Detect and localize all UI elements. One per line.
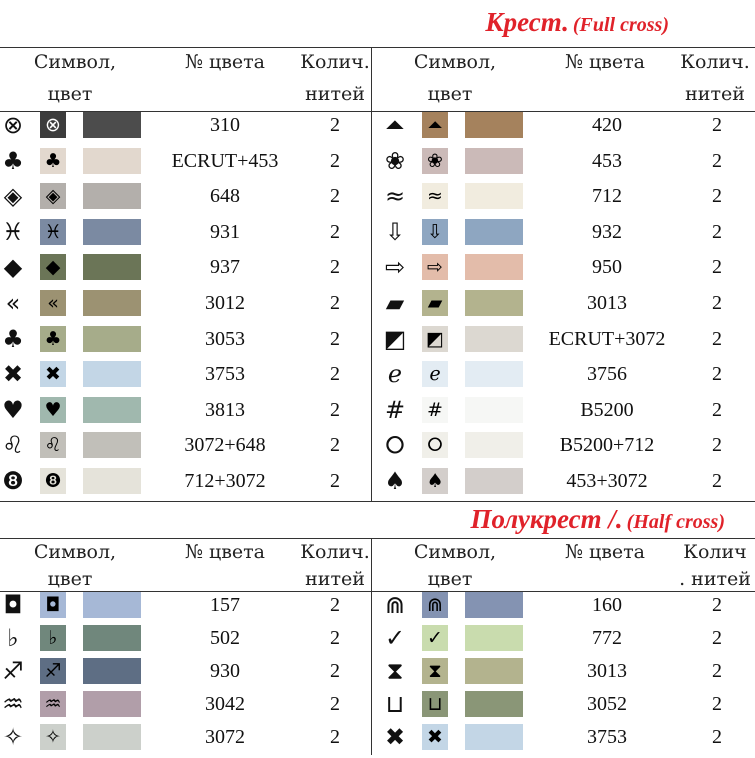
thread-count: 2 [330,693,340,715]
symbol-on-color-icon: ♌ [40,432,66,458]
half-right-header-threads: . нитей [679,568,751,590]
legend-row [382,691,752,725]
color-number: 160 [592,594,622,616]
symbol-icon: ℯ [387,360,403,389]
thread-count: 2 [712,398,722,421]
color-swatch [465,592,523,618]
symbol-icon: ◘ [3,591,23,619]
color-swatch [83,724,141,750]
legend-row [382,361,752,395]
symbol-on-color-icon: ⭘ [422,432,448,458]
legend-row [382,397,752,431]
color-number: 3042 [205,693,245,715]
full-body-divider [371,111,372,501]
symbol-icon: ⏶ [385,111,405,139]
half-cross-title-main: Полукрест /. [470,504,623,534]
color-number: 712+3072 [184,470,266,492]
full-left-header-color-label: цвет [47,83,93,105]
symbol-on-color-icon: ❀ [422,148,448,174]
symbol-icon: ✧ [2,723,24,751]
symbol-icon: ♐ [2,657,24,685]
color-swatch [83,592,141,618]
symbol-icon: ♠ [384,467,406,495]
symbol-icon: ♌ [2,431,24,460]
symbol-icon: « [5,289,21,317]
thread-count: 2 [330,149,340,172]
symbol-icon: ♓ [2,217,24,246]
color-swatch [465,254,523,280]
full-left-header-threads: нитей [305,83,365,105]
color-number: ECRUT+3072 [548,327,666,350]
color-swatch [465,691,523,717]
color-swatch [465,625,523,651]
half-right-header-symbol: Символ, [413,541,497,563]
symbol-icon: ♒ [2,690,24,718]
thread-count: 2 [330,185,340,208]
legend-row [0,183,370,217]
symbol-on-color-icon: ♣ [40,326,66,352]
color-swatch [465,397,523,423]
symbol-on-color-icon: ✖ [40,361,66,387]
symbol-on-color-icon: ◩ [422,326,448,352]
color-swatch [83,361,141,387]
color-swatch [83,625,141,651]
symbol-icon: ♣ [2,146,24,175]
symbol-on-color-icon: ⧗ [422,658,448,684]
color-swatch [83,290,141,316]
color-number: 931 [210,220,240,243]
half-left-header-color-label: цвет [47,568,93,590]
color-number: ECRUT+453 [171,149,279,172]
thread-count: 2 [712,470,722,492]
symbol-icon: ⊔ [385,690,405,718]
color-swatch [83,254,141,280]
color-number: 3756 [587,363,627,386]
color-swatch [83,432,141,458]
color-number: 3012 [205,292,245,314]
thread-count: 2 [330,363,340,386]
color-number: 3052 [587,693,627,715]
symbol-icon: ⇩ [384,217,406,246]
color-number: 3072+648 [184,434,266,457]
color-number: 3753 [205,363,245,386]
thread-count: 2 [330,114,340,136]
symbol-icon: ✖ [2,360,24,389]
half-left-header-number: № цвета [184,541,266,563]
thread-count: 2 [330,470,340,492]
color-number: 712 [592,185,622,208]
color-swatch [465,468,523,494]
color-number: 937 [210,256,240,279]
symbol-on-color-icon: ▰ [422,290,448,316]
full-right-header-number: № цвета [564,51,646,73]
symbol-icon: ♥ [2,395,24,424]
symbol-on-color-icon: ⊗ [40,112,66,138]
color-swatch [83,112,141,138]
thread-count: 2 [330,220,340,243]
full-left-header-symbol: Символ, [33,51,117,73]
symbol-on-color-icon: ♥ [40,397,66,423]
legend-row [0,112,370,146]
color-swatch [465,183,523,209]
color-swatch [83,658,141,684]
legend-row [0,724,370,758]
half-right-header-number: № цвета [564,541,646,563]
thread-count: 2 [712,114,722,136]
thread-count: 2 [330,726,340,748]
symbol-icon: ≈ [384,182,406,211]
color-swatch [465,361,523,387]
symbol-on-color-icon: « [40,290,66,316]
legend-row [382,592,752,626]
color-number: 3813 [205,398,245,421]
symbol-on-color-icon: ◆ [40,254,66,280]
legend-row [382,112,752,146]
symbol-on-color-icon: ℯ [422,361,448,387]
full-cross-title-sub: (Full cross) [572,14,669,36]
color-number: 648 [210,185,240,208]
symbol-on-color-icon: ♒ [40,691,66,717]
thread-count: 2 [712,726,722,748]
full-left-header-number: № цвета [184,51,266,73]
legend-row [0,290,370,324]
thread-count: 2 [712,693,722,715]
thread-count: 2 [330,327,340,350]
symbol-icon: ✖ [384,723,406,751]
full-right-header-threads: нитей [685,83,745,105]
full-cross-title [485,7,669,38]
legend-row [382,183,752,217]
thread-count: 2 [330,398,340,421]
thread-count: 2 [712,220,722,243]
symbol-on-color-icon: # [422,397,448,423]
color-number: 502 [210,627,240,649]
color-number: 950 [592,256,622,279]
legend-row [0,361,370,395]
color-swatch [465,658,523,684]
half-cross-title-sub: (Half cross) [626,511,725,533]
color-number: B5200 [580,398,634,421]
thread-count: 2 [712,292,722,314]
symbol-on-color-icon: ⋒ [422,592,448,618]
color-swatch [83,148,141,174]
symbol-on-color-icon: ❽ [40,468,66,494]
thread-count: 2 [712,627,722,649]
symbol-on-color-icon: ✖ [422,724,448,750]
symbol-icon: ▰ [385,289,405,317]
symbol-on-color-icon: ⏶ [422,112,448,138]
half-right-header-count: Колич [683,541,747,563]
thread-count: 2 [712,363,722,386]
symbol-icon: ◩ [383,324,407,353]
half-cross-title [471,504,725,535]
color-number: 772 [592,627,622,649]
half-left-header-threads: нитей [305,568,365,590]
legend-row [0,254,370,288]
symbol-on-color-icon: ♐ [40,658,66,684]
legend-row [0,432,370,466]
symbol-on-color-icon: ◘ [40,592,66,618]
thread-count: 2 [712,256,722,279]
symbol-icon: ◆ [3,253,23,282]
thread-count: 2 [712,185,722,208]
legend-row [0,691,370,725]
legend-row [382,326,752,360]
color-number: 3753 [587,726,627,748]
symbol-icon: ⧗ [386,657,404,685]
symbol-icon: ❀ [384,146,406,175]
thread-count: 2 [712,434,722,457]
color-number: 3013 [587,292,627,314]
thread-count: 2 [712,327,722,350]
legend-row [0,326,370,360]
color-swatch [465,112,523,138]
color-swatch [465,326,523,352]
symbol-on-color-icon: ♣ [40,148,66,174]
full-left-header-count: Колич. [300,51,370,73]
color-number: 157 [210,594,240,616]
color-swatch [465,432,523,458]
legend-row [0,468,370,502]
symbol-icon: # [384,395,406,424]
color-number: 453+3072 [566,470,648,492]
full-right-header-count: Колич. [680,51,750,73]
symbol-icon: ⭘ [385,431,405,460]
half-left-header-count: Колич. [300,541,370,563]
legend-row [0,148,370,182]
legend-row [0,658,370,692]
legend-row [382,468,752,502]
full-cross-title-main: Крест. [485,7,569,37]
thread-count: 2 [330,627,340,649]
legend-row [0,592,370,626]
color-number: 453 [592,149,622,172]
color-number: 310 [210,114,240,136]
thread-count: 2 [712,594,722,616]
thread-count: 2 [712,149,722,172]
full-right-header-symbol: Символ, [413,51,497,73]
color-number: 420 [592,114,622,136]
legend-row [0,625,370,659]
color-number: 930 [210,660,240,682]
legend-row [382,219,752,253]
thread-count: 2 [712,660,722,682]
legend-row [382,432,752,466]
thread-count: 2 [330,594,340,616]
color-swatch [83,183,141,209]
thread-count: 2 [330,660,340,682]
color-number: 3053 [205,327,245,350]
color-swatch [465,724,523,750]
legend-row [382,658,752,692]
symbol-on-color-icon: ◈ [40,183,66,209]
symbol-icon: ♣ [2,324,24,353]
color-swatch [83,468,141,494]
color-number: 932 [592,220,622,243]
symbol-on-color-icon: ≈ [422,183,448,209]
half-left-header-symbol: Символ, [33,541,117,563]
thread-count: 2 [330,434,340,457]
symbol-on-color-icon: ⇨ [422,254,448,280]
symbol-on-color-icon: ♓ [40,219,66,245]
color-swatch [465,219,523,245]
full-right-header-color-label: цвет [427,83,473,105]
symbol-on-color-icon: ♭ [40,625,66,651]
legend-row [382,290,752,324]
symbol-icon: ◈ [3,182,23,211]
symbol-icon: ⋒ [384,591,406,619]
half-right-header-color-label: цвет [427,568,473,590]
color-number: 3013 [587,660,627,682]
color-swatch [465,290,523,316]
color-number: 3072 [205,726,245,748]
color-swatch [465,148,523,174]
legend-row [382,724,752,758]
symbol-icon: ❽ [2,467,24,495]
symbol-on-color-icon: ⊔ [422,691,448,717]
color-swatch [83,219,141,245]
legend-row [382,148,752,182]
symbol-icon: ⇨ [384,253,406,282]
color-swatch [83,691,141,717]
symbol-icon: ♭ [7,624,19,652]
thread-count: 2 [330,292,340,314]
symbol-on-color-icon: ✧ [40,724,66,750]
legend-row [0,219,370,253]
symbol-icon: ⊗ [2,111,24,139]
symbol-icon: ✓ [384,624,406,652]
symbol-on-color-icon: ⇩ [422,219,448,245]
color-swatch [83,397,141,423]
legend-row [382,625,752,659]
legend-row [0,397,370,431]
symbol-on-color-icon: ✓ [422,625,448,651]
thread-count: 2 [330,256,340,279]
color-number: B5200+712 [559,434,655,457]
legend-row [382,254,752,288]
color-swatch [83,326,141,352]
symbol-on-color-icon: ♠ [422,468,448,494]
